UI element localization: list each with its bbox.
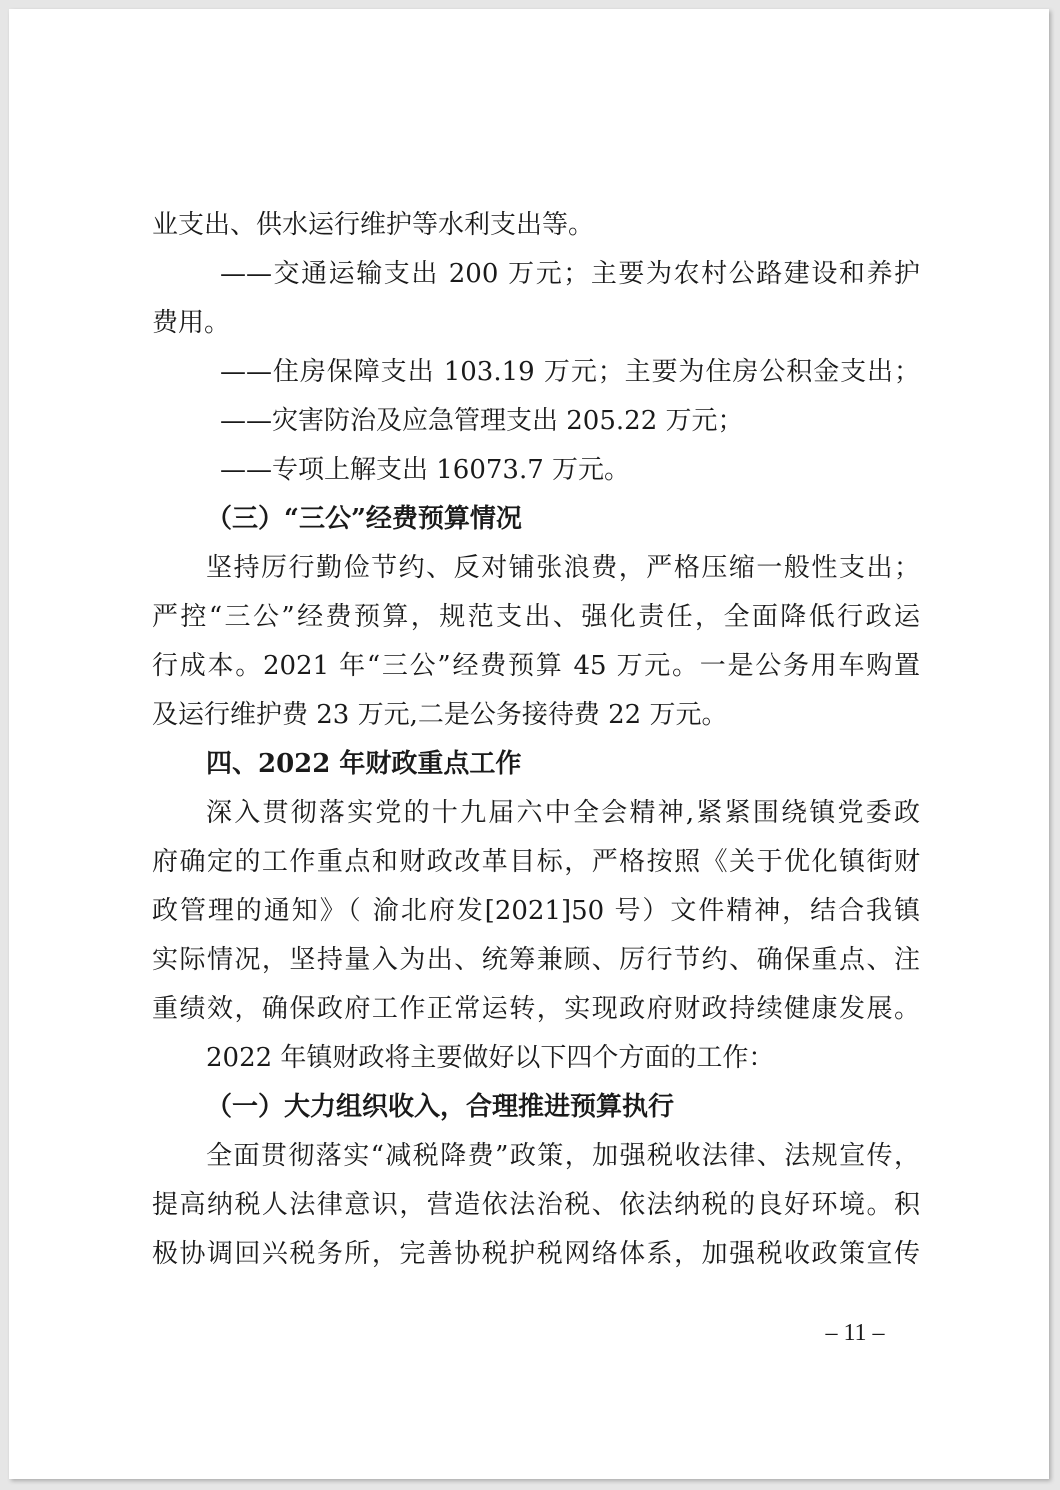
paragraph-line: 政管理的通知》（ 渝北府发[2021]50 号）文件精神，结合我镇 [152,896,920,926]
paragraph-line: ——专项上解支出 16073.7 万元。 [220,455,631,485]
paragraph-line: 重绩效，确保政府工作正常运转，实现政府财政持续健康发展。 [152,994,920,1024]
section-heading: （一）大力组织收入，合理推进预算执行 [206,1092,675,1122]
paragraph-line: 2022 年镇财政将主要做好以下四个方面的工作： [206,1043,775,1073]
paragraph-line: 及运行维护费 23 万元,二是公务接待费 22 万元。 [152,700,728,730]
paragraph-line: ——灾害防治及应急管理支出 205.22 万元； [220,406,744,436]
paragraph-line: 严控“三公”经费预算，规范支出、强化责任，全面降低行政运 [152,602,920,632]
paragraph-line: ——交通运输支出 200 万元；主要为农村公路建设和养护 [220,259,920,289]
paragraph-line: 极协调回兴税务所，完善协税护税网络体系，加强税收政策宣传 [152,1239,920,1269]
paragraph-line: 业支出、供水运行维护等水利支出等。 [152,210,595,240]
paragraph-line: 坚持厉行勤俭节约、反对铺张浪费，严格压缩一般性支出； [206,553,920,583]
paragraph-line: 费用。 [152,308,231,338]
paragraph-line: 府确定的工作重点和财政改革目标，严格按照《关于优化镇街财 [152,847,920,877]
paragraph-line: 提高纳税人法律意识，营造依法治税、依法纳税的良好环境。积 [152,1190,920,1220]
paragraph-line: 行成本。2021 年“三公”经费预算 45 万元。一是公务用车购置 [152,651,920,681]
paragraph-line: 全面贯彻落实“减税降费”政策，加强税收法律、法规宣传， [206,1141,920,1171]
paragraph-line: 实际情况，坚持量入为出、统筹兼顾、厉行节约、确保重点、注 [152,945,920,975]
paragraph-line: ——住房保障支出 103.19 万元；主要为住房公积金支出； [220,357,920,387]
section-heading: （三）“三公”经费预算情况 [206,504,522,534]
paragraph-line: 深入贯彻落实党的十九届六中全会精神,紧紧围绕镇党委政 [206,798,920,828]
page-number: – 11 – [825,1320,885,1346]
section-heading: 四、2022 年财政重点工作 [206,749,522,779]
